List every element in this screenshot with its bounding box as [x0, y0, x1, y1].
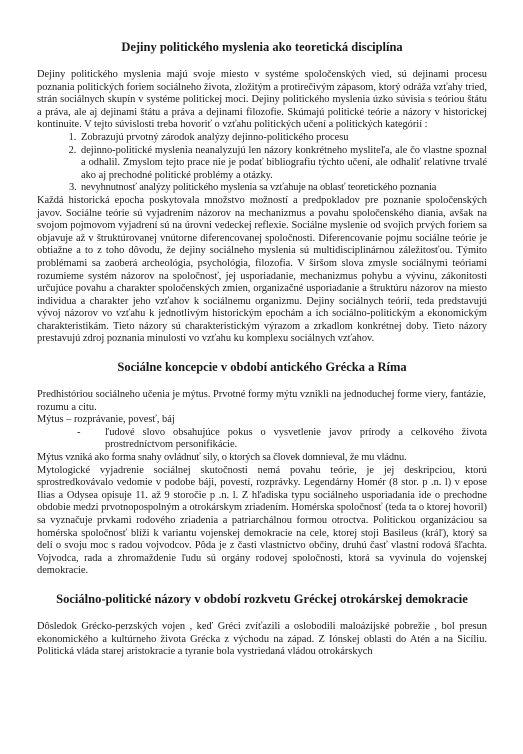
section-title-history-of-political-thought: Dejiny politického myslenia ako teoretická disciplína — [121, 40, 403, 54]
paragraph-intro: Dejiny politického myslenia majú svoje miesto v systéme spoločenských vied, sú dejinami procesu poznania politických foriem sociálneho života, zložitým a protirečivým zápasom, ktorý odráža vzťahy tried, strán sociálnych skupín v systéme politickej moci. Dejiny politického myslenia úzko súvisia s teóriou štátu a práva, ale aj dejinami štátu a práva a dejinami filozofie. Skúmajú politické teórie a názory v historickej kontinuite. V tejto súvislosti treba hovoriť o vzťahu politických učení a politických kategórií : — [37, 69, 487, 131]
section-title-greek-democracy: Sociálno-politické názory v období rozkvetu Gréckej otrokárskej demokracie — [56, 591, 468, 606]
list-item: 1. Zobrazujú prvotný zárodok analýzy dejinno-politického procesu — [79, 132, 487, 145]
list-item: 2. dejinno-politické myslenia neanalyzujú len názory konkrétneho mysliteľa, ale čo vlastne spoznal a odhalil. Zmyslom tejto prace nie je podať bibliografiu týchto učení, ale odhaliť relatívne trvalé ako aj prechodné politické problémy a otázky. — [79, 145, 487, 183]
dash-bullet: - — [77, 426, 81, 438]
paragraph-myth-definition: Mýtus – rozprávanie, povesť, báj — [37, 414, 175, 426]
paragraph-mythology-homer: Mytologické vyjadrenie sociálnej skutočnosti nemá povahu teórie, je jej deskripciou, ktorú sprostredkovávalo vedomie v podobe báji, povestí, rozprávky. Legendárny Homér (8 stor. p .n. l) v epose Ilias a Odysea opisuje 11. až 9 storočie p .n. l. Z hľadiska typu sociálneho usporiadania ide o prechodne obdobie medzi prvotnopospolným a otrokárskym zriadením. Homérska spoločnosť (teda ta o ktorej hovoril) sa vyznačuje prvkami rodového zriadenia a patriarchálnou formou otroctva. Politickou organizáciou sa homérska spoločnosť blíži k variantu vojenskej demokracie na cele, ktorej stoji Basileus (kráľ), ktorý sa delí o svoju moc s radou vojvodcov. Pôda je z časti vlastníctvo občiny, druhú časť vlastní rodová šľachta. Vojvodca, rada a zhromaždenie ľudu sú orgány rodovej spoločnosti, ktorá sa vyvinula do vojenskej demokracie. — [37, 464, 487, 577]
paragraph-persian-wars: Dôsledok Grécko-perzských vojen , keď Gréci zvíťazili a oslobodili maloázijské pobrežie , bol presun ekonomického a kultúrneho života Grécka z východu na západ. Z Iónskej oblasti do Atén a na Sicíliu. Politická vláda starej aristokracie a tyranie bola vystriedaná vládou otrokárskych — [37, 620, 487, 658]
list-item: 3. nevyhnutnosť analýzy politického myslenia sa vzťahuje na oblasť teoretického poznania — [79, 182, 487, 195]
paragraph-body: Každá historická epocha poskytovala množstvo možností a predpokladov pre poznanie spoločenských javov. Sociálne teórie sú vyjadrením názorov na mechanizmus a povahu spoločenského diania, avšak na svojom pojmovom vyjadrení sú na úrovni vedeckej reflexie. Sociálne myslenie od svojich prvých foriem sa objavuje až v štruktúrovanej vnútorne diferencovanej spoločnosti. Diferencovanie pojmu sociálne teórie je obtiažne a to z toho dôvodu, že dejiny sociálneho myslenia sú multidisciplinárnou záležitosťou. Týmito problémami sa zaoberá archeológia, psychológia, filozofia. V širšom slova zmysle sociálnymi teóriami rozumieme systém názorov na spoločnosť, jej usporiadanie, mechanizmus pohybu a vývinu, zákonitosti určujúce povahu a charakter spoločenských zmien, organizačné usporiadanie a štruktúru názorov na miesto individua a charakter jeho vzťahov k sociálnemu organizmu. Dejiny sociálnych teórií, teda predstavujú vývoj názorov vo vzťahu k jednotlivým historickým epochám a ich sociálno-politickým a ekonomickým charakteristikám. Tieto názory sú charakteristickým výrazom a zrkadlom konkrétnej doby. Tieto názory prestavujú zdroj poznania minulosti vo vzťahu ku komplexu sociálnych vzťahov. — [37, 194, 487, 345]
paragraph-myth-intro: Predhistóriou sociálneho učenia je mýtus. Prvotné formy mýtu vznikli na jednoduchej forme viery, fantázie, rozumu a citu. — [37, 389, 486, 413]
dash-list-text: ľudové slovo obsahujúce pokus o vysvetlenie javov prírody a celkového života prostredníctvom personifikácie. — [105, 426, 487, 451]
section-title-ancient-greece-rome: Sociálne koncepcie v období antického Grécka a Ríma — [117, 360, 407, 375]
numbered-list — [37, 132, 487, 195]
paragraph-myth-origin: Mýtus vzniká ako forma snahy ovládnuť sily, o ktorých sa človek domnieval, že mu vládnu. — [37, 452, 407, 464]
dash-list-item — [37, 427, 487, 452]
